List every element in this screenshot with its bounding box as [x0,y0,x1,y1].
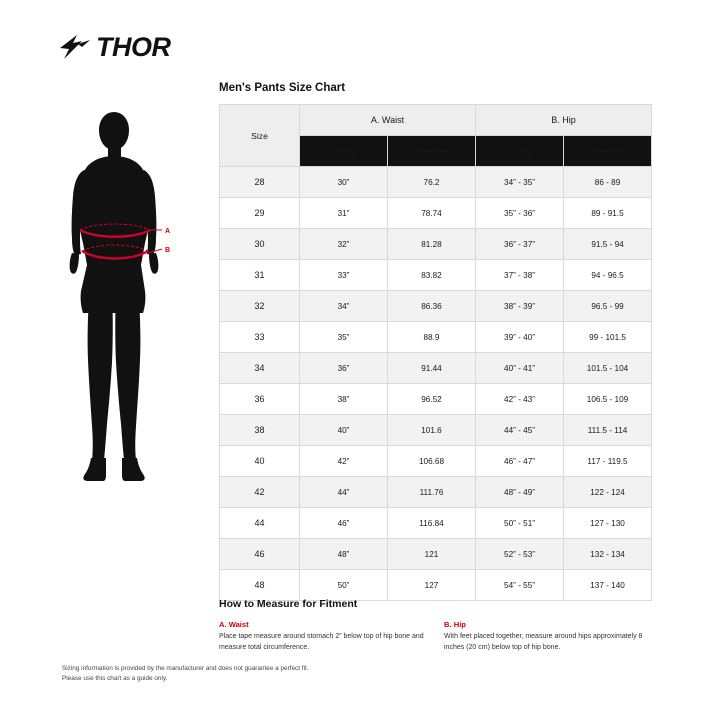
brand-wordmark: THOR [96,31,171,62]
table-group-header-row [220,105,652,136]
cell-hip-centimeters: 111.5 - 114 [564,415,652,446]
measure-item-hip [444,620,651,653]
cell-waist-centimeters: 91.44 [388,353,476,384]
cell-waist-inches: 32” [300,229,388,260]
cell-hip-centimeters: 91.5 - 94 [564,229,652,260]
table-row [220,570,652,601]
measure-label-hip: B. Hip [444,620,466,629]
size-chart-table [219,104,652,601]
cell-hip-inches: 37” - 38” [476,260,564,291]
table-row [220,291,652,322]
cell-size: 28 [220,167,300,198]
table-row [220,229,652,260]
cell-hip-inches: 34” - 35” [476,167,564,198]
column-header-size: Size [220,105,300,167]
how-to-measure-section [219,598,651,653]
table-row [220,446,652,477]
cell-size: 30 [220,229,300,260]
cell-waist-inches: 35” [300,322,388,353]
cell-hip-inches: 36” - 37” [476,229,564,260]
cell-hip-centimeters: 99 - 101.5 [564,322,652,353]
table-row [220,384,652,415]
cell-size: 33 [220,322,300,353]
cell-waist-inches: 42” [300,446,388,477]
cell-size: 48 [220,570,300,601]
cell-size: 42 [220,477,300,508]
cell-waist-centimeters: 116.84 [388,508,476,539]
table-row [220,508,652,539]
how-to-measure-heading: How to Measure for Fitment [219,598,358,610]
cell-waist-inches: 36” [300,353,388,384]
table-row [220,477,652,508]
cell-size: 29 [220,198,300,229]
cell-waist-centimeters: 106.68 [388,446,476,477]
cell-waist-inches: 50” [300,570,388,601]
cell-waist-inches: 31” [300,198,388,229]
cell-size: 40 [220,446,300,477]
brand-logo [58,30,188,64]
cell-hip-centimeters: 106.5 - 109 [564,384,652,415]
thor-bolt-icon [58,34,92,60]
cell-hip-inches: 46” - 47” [476,446,564,477]
cell-hip-centimeters: 122 - 124 [564,477,652,508]
cell-size: 34 [220,353,300,384]
disclaimer-line-2: Please use this chart as a guide only. [62,674,168,682]
table-row [220,539,652,570]
svg-text:A: A [165,228,171,235]
cell-size: 38 [220,415,300,446]
column-group-hip: B. Hip [476,105,652,136]
cell-size: 44 [220,508,300,539]
disclaimer [62,664,309,684]
cell-size: 32 [220,291,300,322]
column-header-hip-inches: Inches [476,136,564,167]
measure-label-waist: A. Waist [219,620,249,629]
table-row [220,167,652,198]
cell-size: 31 [220,260,300,291]
cell-waist-centimeters: 101.6 [388,415,476,446]
cell-hip-centimeters: 127 - 130 [564,508,652,539]
cell-waist-centimeters: 127 [388,570,476,601]
cell-waist-centimeters: 83.82 [388,260,476,291]
cell-hip-centimeters: 117 - 119.5 [564,446,652,477]
measure-text-hip: With feet placed together, measure around hips approximately 8 inches (20 cm) below top of hip bone. [444,633,643,651]
cell-waist-centimeters: 81.28 [388,229,476,260]
column-header-waist-inches: Inches [300,136,388,167]
measure-item-waist [219,620,426,653]
cell-hip-inches: 48” - 49” [476,477,564,508]
cell-waist-inches: 40” [300,415,388,446]
cell-waist-centimeters: 86.36 [388,291,476,322]
cell-size: 36 [220,384,300,415]
table-row [220,353,652,384]
cell-hip-inches: 38” - 39” [476,291,564,322]
cell-waist-centimeters: 88.9 [388,322,476,353]
cell-waist-centimeters: 111.76 [388,477,476,508]
cell-hip-inches: 44” - 45” [476,415,564,446]
column-group-waist: A. Waist [300,105,476,136]
measure-text-waist: Place tape measure around stomach 2” below top of hip bone and measure total circumference. [219,633,424,651]
cell-waist-inches: 48” [300,539,388,570]
cell-size: 46 [220,539,300,570]
disclaimer-line-1: Sizing information is provided by the manufacturer and does not guarantee a perfect fit. [62,665,309,672]
cell-hip-centimeters: 94 - 96.5 [564,260,652,291]
cell-hip-centimeters: 89 - 91.5 [564,198,652,229]
cell-hip-inches: 42” - 43” [476,384,564,415]
cell-hip-inches: 35” - 36” [476,198,564,229]
cell-hip-inches: 39” - 40” [476,322,564,353]
cell-waist-centimeters: 78.74 [388,198,476,229]
cell-waist-centimeters: 121 [388,539,476,570]
cell-hip-inches: 54” - 55” [476,570,564,601]
cell-hip-inches: 52” - 53” [476,539,564,570]
cell-hip-centimeters: 132 - 134 [564,539,652,570]
body-figure-illustration [62,108,197,568]
svg-text:B: B [165,247,171,254]
page-title: Men's Pants Size Chart [219,82,346,94]
table-row [220,198,652,229]
cell-hip-centimeters: 86 - 89 [564,167,652,198]
table-row [220,415,652,446]
column-header-hip-cm: Centimeters [564,136,652,167]
table-row [220,260,652,291]
cell-waist-inches: 38” [300,384,388,415]
column-header-waist-cm: Centimeters [388,136,476,167]
cell-waist-inches: 30” [300,167,388,198]
cell-hip-centimeters: 101.5 - 104 [564,353,652,384]
table-row [220,322,652,353]
cell-waist-centimeters: 96.52 [388,384,476,415]
cell-waist-inches: 34” [300,291,388,322]
cell-waist-inches: 44” [300,477,388,508]
cell-waist-inches: 33” [300,260,388,291]
cell-waist-centimeters: 76.2 [388,167,476,198]
cell-hip-centimeters: 96.5 - 99 [564,291,652,322]
cell-waist-inches: 46” [300,508,388,539]
cell-hip-inches: 50” - 51” [476,508,564,539]
cell-hip-inches: 40” - 41” [476,353,564,384]
cell-hip-centimeters: 137 - 140 [564,570,652,601]
